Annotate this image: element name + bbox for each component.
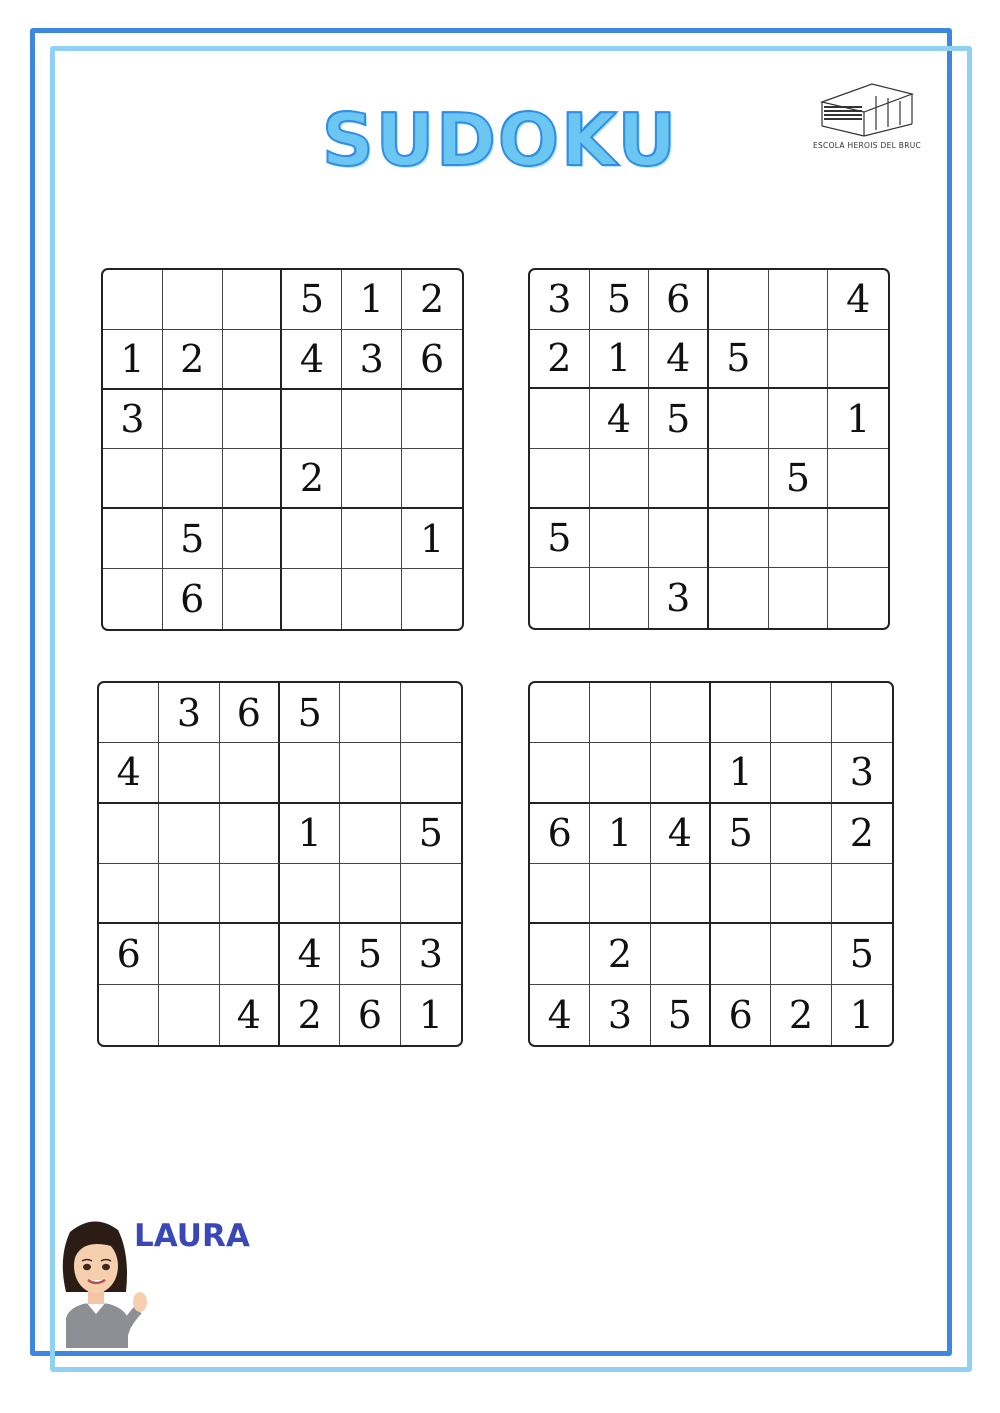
sudoku-cell[interactable] [99,804,159,864]
sudoku-cell[interactable]: 1 [711,743,771,803]
sudoku-cell[interactable]: 2 [163,330,223,390]
sudoku-cell[interactable] [340,743,400,803]
school-name: ESCOLA HEROIS DEL BRUC [812,141,922,150]
sudoku-cell[interactable] [590,743,650,803]
sudoku-cell[interactable] [220,804,280,864]
sudoku-cells [103,270,462,629]
sudoku-cell[interactable]: 1 [280,804,340,864]
sudoku-cell[interactable]: 6 [163,569,223,629]
sudoku-cell[interactable] [828,509,888,569]
sudoku-cells [99,683,461,1045]
sudoku-cell[interactable]: 6 [99,924,159,984]
sudoku-cell[interactable] [401,743,461,803]
sudoku-cell[interactable]: 2 [402,270,462,330]
sudoku-cell[interactable]: 3 [590,985,650,1045]
sudoku-cell[interactable] [401,683,461,743]
sudoku-cell[interactable]: 5 [711,804,771,864]
sudoku-cell[interactable]: 1 [828,389,888,449]
sudoku-cell[interactable] [342,449,402,509]
sudoku-cell[interactable] [402,569,462,629]
sudoku-cell[interactable]: 5 [530,509,590,569]
sudoku-cell[interactable] [769,509,829,569]
sudoku-cell[interactable]: 3 [159,683,219,743]
sudoku-cell[interactable] [711,924,771,984]
sudoku-cell[interactable]: 4 [282,330,342,390]
author-name: LAURA [134,1218,250,1254]
sudoku-cell[interactable] [530,743,590,803]
sudoku-cell[interactable]: 6 [220,683,280,743]
sudoku-cell[interactable] [771,683,831,743]
sudoku-cell[interactable] [828,330,888,390]
sudoku-cell[interactable] [530,924,590,984]
sudoku-cell[interactable]: 5 [340,924,400,984]
sudoku-cell[interactable] [771,743,831,803]
sudoku-cell[interactable] [832,864,892,924]
sudoku-cell[interactable] [159,804,219,864]
sudoku-cell[interactable]: 2 [280,985,340,1045]
sudoku-cell[interactable]: 4 [649,330,709,390]
sudoku-cell[interactable]: 3 [103,390,163,450]
sudoku-cell[interactable] [342,569,402,629]
sudoku-cell[interactable] [282,509,342,569]
sudoku-cell[interactable]: 2 [590,924,650,984]
sudoku-cell[interactable]: 1 [402,509,462,569]
sudoku-cell[interactable]: 1 [849,992,874,1037]
sudoku-cell[interactable] [99,683,159,743]
sudoku-cell[interactable]: 4 [590,389,650,449]
sudoku-cell[interactable] [99,985,159,1045]
sudoku-cell[interactable] [828,568,888,628]
sudoku-cell[interactable] [590,568,650,628]
sudoku-cell[interactable] [651,683,711,743]
sudoku-cell[interactable] [709,568,769,628]
sudoku-cell[interactable]: 1 [342,270,402,330]
sudoku-cell[interactable]: 5 [280,683,340,743]
sudoku-cell[interactable]: 3 [530,270,590,330]
sudoku-cell[interactable]: 5 [163,509,223,569]
sudoku-cell[interactable] [590,449,650,509]
sudoku-cell[interactable]: 6 [340,985,400,1045]
sudoku-cell[interactable] [530,449,590,509]
sudoku-cell[interactable] [769,330,829,390]
sudoku-cells [530,683,892,1045]
sudoku-cell[interactable]: 4 [280,924,340,984]
sudoku-cell[interactable] [530,683,590,743]
sudoku-cell[interactable]: 2 [530,330,590,390]
sudoku-cell[interactable] [709,509,769,569]
sudoku-cell[interactable] [280,864,340,924]
page-title: SUDOKU [321,98,679,182]
sudoku-cell[interactable]: 3 [832,743,892,803]
sudoku-cell[interactable] [651,864,711,924]
sudoku-cell[interactable] [103,509,163,569]
sudoku-cell[interactable]: 1 [590,330,650,390]
sudoku-cell[interactable] [103,270,163,330]
sudoku-grid-3 [97,681,463,1047]
sudoku-cell[interactable] [220,743,280,803]
sudoku-cell[interactable] [530,864,590,924]
sudoku-cell[interactable]: 5 [651,985,711,1045]
sudoku-cell[interactable]: 4 [651,804,711,864]
sudoku-cell[interactable]: 1 [418,992,443,1037]
sudoku-cell[interactable]: 2 [832,804,892,864]
sudoku-cell[interactable] [530,568,590,628]
sudoku-cell[interactable] [711,864,771,924]
sudoku-cell[interactable]: 5 [769,449,829,509]
sudoku-cell[interactable] [590,864,650,924]
sudoku-cell[interactable] [163,270,223,330]
sudoku-cell[interactable] [223,270,283,330]
sudoku-cell[interactable]: 4 [99,743,159,803]
sudoku-cell[interactable] [340,864,400,924]
sudoku-cell[interactable]: 4 [220,985,280,1045]
sudoku-cells [530,270,888,628]
sudoku-cell[interactable] [711,683,771,743]
sudoku-cell[interactable] [769,568,829,628]
sudoku-cell[interactable]: 6 [711,985,771,1045]
sudoku-cell[interactable] [99,864,159,924]
sudoku-cell[interactable] [103,449,163,509]
sudoku-cell[interactable] [223,330,283,390]
sudoku-cell[interactable]: 2 [282,449,342,509]
sudoku-cell[interactable] [769,270,829,330]
sudoku-cell[interactable] [340,804,400,864]
sudoku-cell[interactable] [401,864,461,924]
sudoku-cell[interactable]: 4 [828,270,888,330]
sudoku-grid-2 [528,268,890,630]
sudoku-cell[interactable]: 3 [342,330,402,390]
sudoku-cell[interactable] [342,509,402,569]
sudoku-cell[interactable]: 5 [649,389,709,449]
sudoku-cell[interactable]: 5 [832,924,892,984]
sudoku-cell[interactable] [709,270,769,330]
sudoku-cell[interactable] [159,924,219,984]
sudoku-cell[interactable] [159,743,219,803]
sudoku-cell[interactable] [282,569,342,629]
sudoku-cell[interactable]: 3 [649,568,709,628]
sudoku-cell[interactable] [590,683,650,743]
sudoku-cell[interactable]: 6 [649,270,709,330]
sudoku-cell[interactable] [340,683,400,743]
sudoku-cell[interactable]: 6 [402,330,462,390]
sudoku-cell[interactable] [771,804,831,864]
sudoku-cell[interactable] [159,864,219,924]
sudoku-cell[interactable]: 5 [282,270,342,330]
sudoku-cell[interactable] [402,390,462,450]
sudoku-cell[interactable] [163,390,223,450]
sudoku-cell[interactable] [649,449,709,509]
sudoku-cell[interactable] [342,390,402,450]
sudoku-grid-1 [101,268,464,631]
sudoku-cell[interactable] [651,924,711,984]
sudoku-cell[interactable] [103,569,163,629]
sudoku-cell[interactable] [709,389,769,449]
sudoku-cell[interactable] [530,389,590,449]
sudoku-cell[interactable] [709,449,769,509]
avatar [48,1214,148,1348]
sudoku-cell[interactable] [828,449,888,509]
sudoku-cell[interactable]: 2 [771,985,831,1045]
sudoku-cell[interactable] [220,924,280,984]
sudoku-cell[interactable] [769,389,829,449]
sudoku-cell[interactable] [651,743,711,803]
sudoku-cell[interactable]: 1 [103,330,163,390]
sudoku-cell[interactable]: 3 [401,924,461,984]
sudoku-cell[interactable]: 4 [530,985,590,1045]
sudoku-cell[interactable] [649,509,709,569]
sudoku-cell[interactable]: 5 [401,804,461,864]
sudoku-cell[interactable] [159,985,219,1045]
sudoku-grid-4 [528,681,894,1047]
sudoku-cell[interactable] [771,864,831,924]
sudoku-cell[interactable]: 5 [709,330,769,390]
sudoku-cell[interactable] [223,569,283,629]
sudoku-cell[interactable] [280,743,340,803]
sudoku-cell[interactable] [832,683,892,743]
sudoku-cell[interactable]: 6 [530,804,590,864]
sudoku-cell[interactable] [223,390,283,450]
sudoku-cell[interactable] [163,449,223,509]
sudoku-cell[interactable] [223,449,283,509]
sudoku-cell[interactable] [402,449,462,509]
sudoku-cell[interactable]: 5 [590,270,650,330]
sudoku-cell[interactable] [223,509,283,569]
sudoku-cell[interactable] [590,509,650,569]
sudoku-cell[interactable] [282,390,342,450]
sudoku-cell[interactable] [771,924,831,984]
sudoku-cell[interactable]: 1 [590,804,650,864]
sudoku-cell[interactable] [220,864,280,924]
